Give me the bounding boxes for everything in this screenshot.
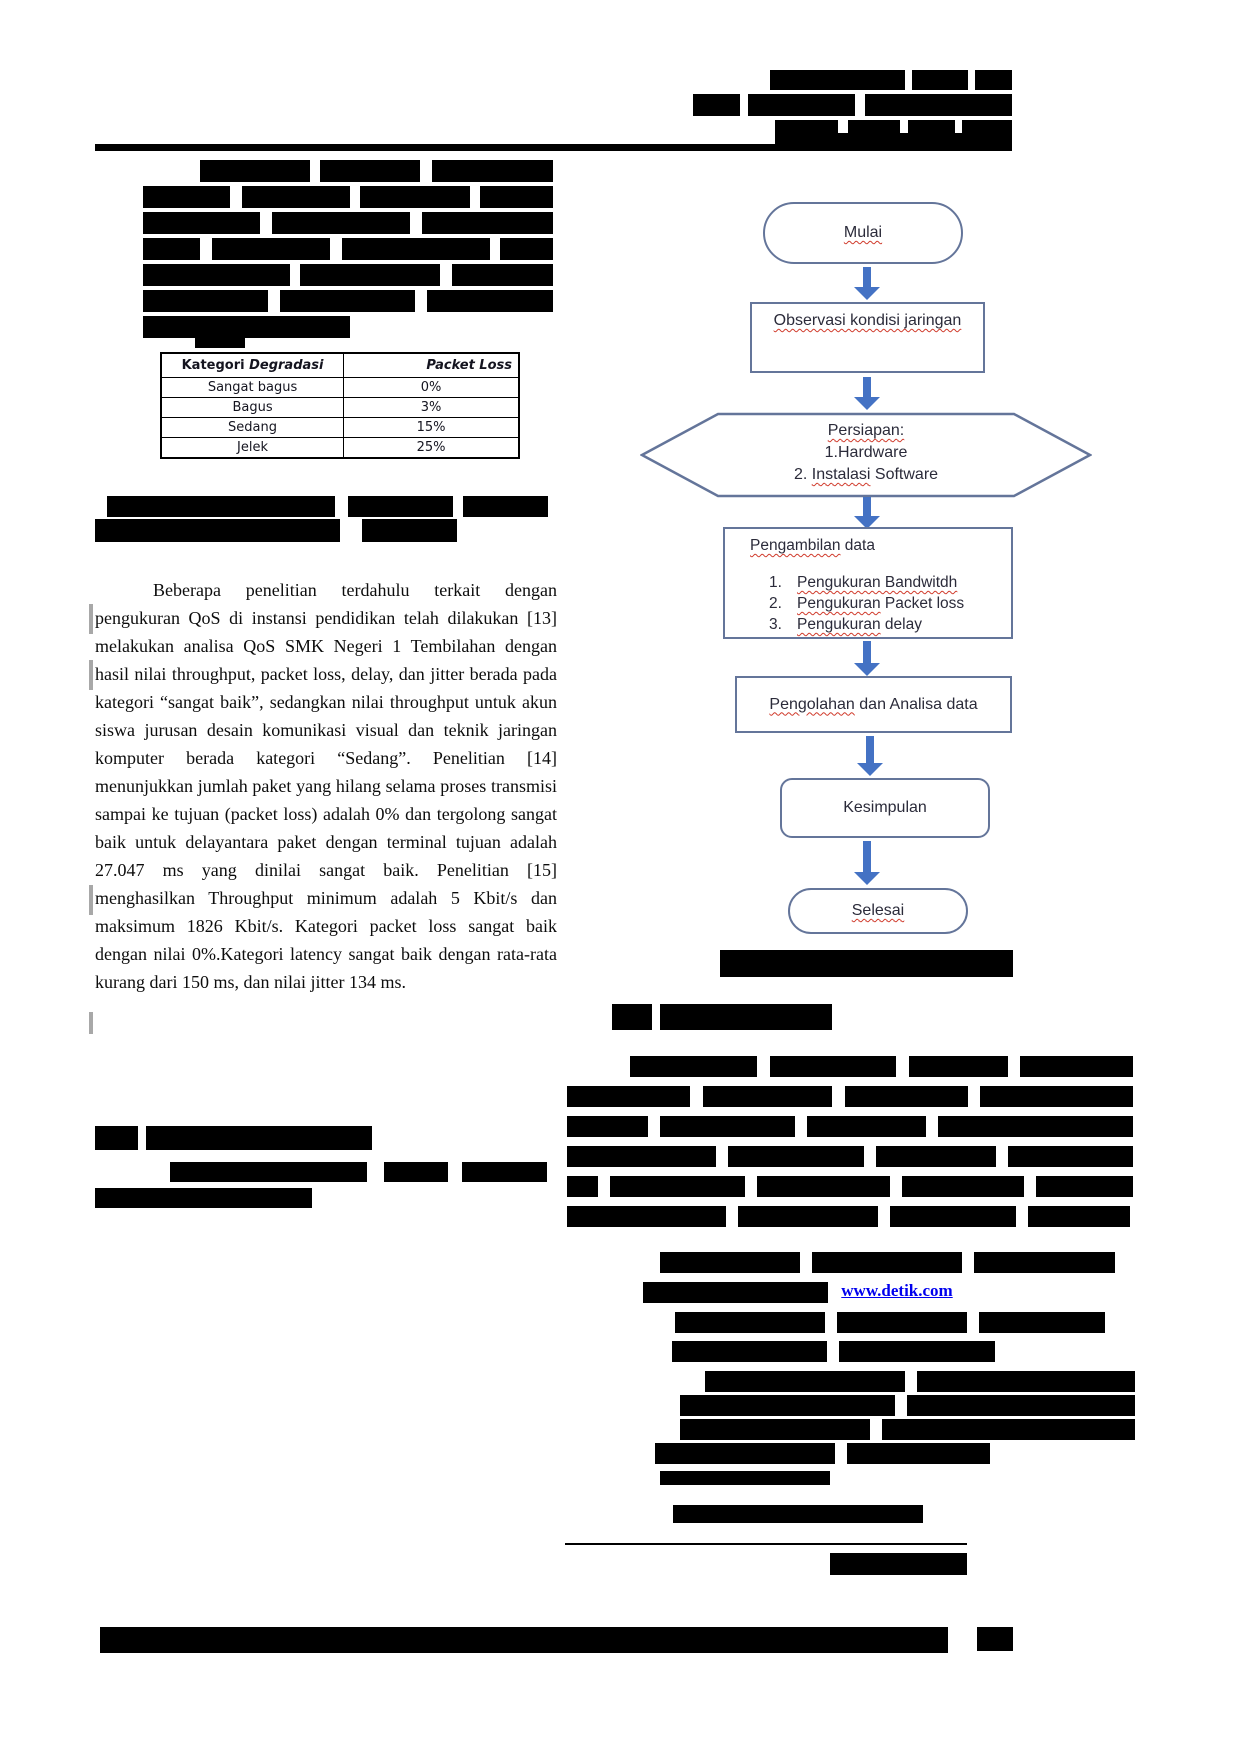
pengambilan-item-packet-loss: 2. Pengukuran Packet loss: [769, 595, 965, 612]
cell-packet-loss: 25%: [344, 438, 519, 459]
redacted-text: [320, 160, 420, 182]
kesimpulan-label: Kesimpulan: [843, 799, 927, 816]
redacted-text: [567, 1116, 648, 1137]
redacted-text: [143, 264, 290, 286]
flow-arrow-down-icon: [852, 267, 882, 300]
redacted-footer: [100, 1627, 948, 1653]
redacted-text: [300, 264, 440, 286]
redacted-text: [143, 186, 230, 208]
flowchart-node-end: [788, 888, 968, 934]
redacted-text: [680, 1395, 895, 1416]
redacted-text: [280, 290, 415, 312]
redacted-text: [845, 1086, 968, 1107]
redacted-text: [567, 1086, 690, 1107]
redacted-text: [143, 212, 260, 234]
margin-change-bar: [89, 604, 93, 634]
margin-change-bar: [89, 1012, 93, 1034]
redacted-text: [660, 1116, 795, 1137]
redacted-text: [675, 1312, 825, 1333]
cell-packet-loss: 0%: [344, 378, 519, 398]
redacted-text: [672, 1341, 827, 1362]
redacted-page-number: [977, 1627, 1013, 1651]
redacted-text: [272, 212, 410, 234]
flowchart-persiapan-label: [640, 420, 1092, 486]
redacted-text: [242, 186, 350, 208]
redacted-section-heading: [146, 1126, 372, 1150]
persiapan-item-software: 2. Instalasi Software: [793, 466, 939, 483]
pengambilan-item-delay: 3. Pengukuran delay: [769, 616, 922, 633]
table-header-row: [161, 353, 519, 378]
redacted-section-heading: [95, 1126, 138, 1150]
redacted-text: [703, 1086, 832, 1107]
redacted-text: [452, 264, 553, 286]
flow-arrow-down-icon: [852, 377, 882, 410]
redacted-text: [909, 1056, 1008, 1077]
redacted-text: [480, 186, 553, 208]
redacted-text: [1008, 1146, 1133, 1167]
flowchart-node-start: [763, 202, 963, 264]
margin-change-bar: [89, 660, 93, 690]
redacted-heading: [362, 519, 457, 542]
redacted-text: [847, 1443, 990, 1464]
persiapan-title: Persiapan:: [827, 422, 905, 439]
pengolahan-label: Pengolahan dan Analisa data: [769, 695, 978, 713]
flowchart-node-pengambilan: [723, 527, 1013, 639]
cell-packet-loss: 15%: [344, 418, 519, 438]
redacted-text: [567, 1146, 716, 1167]
redacted-text: [342, 238, 490, 260]
redacted-section-heading: [612, 1004, 652, 1030]
redacted-text: [979, 1312, 1105, 1333]
redacted-text: [427, 290, 553, 312]
redacted-text: [876, 1146, 996, 1167]
redacted-header-text: [912, 70, 968, 90]
redacted-text: [462, 1162, 547, 1182]
redacted-header-text: [693, 94, 740, 116]
redacted-text: [143, 316, 350, 338]
redacted-text: [170, 1162, 367, 1182]
redacted-text: [890, 1206, 1016, 1227]
degradation-table: [160, 352, 520, 459]
redacted-text: [610, 1176, 745, 1197]
redacted-text: [384, 1162, 448, 1182]
flowchart-node-pengolahan: [735, 676, 1012, 733]
cell-kategori: Sedang: [161, 418, 344, 438]
redacted-text: [837, 1312, 967, 1333]
flow-arrow-down-icon: [852, 641, 882, 676]
header-rule: [95, 144, 1012, 151]
redacted-text: [630, 1056, 757, 1077]
redacted-text: [567, 1206, 726, 1227]
redacted-text: [882, 1419, 1135, 1440]
redacted-text: [143, 238, 200, 260]
redacted-heading: [463, 496, 548, 517]
cell-kategori: Jelek: [161, 438, 344, 459]
margin-change-bar: [89, 885, 93, 915]
persiapan-item-hardware: 1.Hardware: [824, 444, 908, 461]
redacted-heading: [95, 519, 340, 542]
redacted-text: [907, 1395, 1135, 1416]
redacted-header-text: [748, 94, 855, 116]
detik-hyperlink[interactable]: www.detik.com: [841, 1281, 953, 1300]
redacted-table-header: [830, 1553, 967, 1575]
redacted-text: [200, 160, 310, 182]
redacted-text: [902, 1176, 1024, 1197]
redacted-text: [422, 212, 553, 234]
redacted-figure-caption: [720, 950, 1013, 977]
redacted-text: [917, 1371, 1135, 1392]
redacted-text: [360, 186, 470, 208]
table-top-rule: [565, 1543, 967, 1545]
flowchart-observasi-label: Observasi kondisi jaringan: [773, 312, 962, 329]
redacted-heading: [348, 496, 453, 517]
redacted-section-heading: [660, 1004, 832, 1030]
table-row: [161, 418, 519, 438]
redacted-citation: [195, 334, 245, 348]
table-row: [161, 398, 519, 418]
redacted-header-text: [975, 70, 1012, 90]
redacted-text: [660, 1252, 800, 1273]
flow-arrow-down-icon: [852, 497, 882, 529]
redacted-text: [567, 1176, 598, 1197]
selesai-label: Selesai: [851, 902, 905, 919]
redacted-text: [500, 238, 553, 260]
redacted-text: [770, 1056, 896, 1077]
redacted-text: [974, 1252, 1115, 1273]
flowchart-start-label: Mulai: [843, 224, 883, 241]
table-header-kategori: Kategori Degradasi: [161, 353, 344, 378]
cell-packet-loss: 3%: [344, 398, 519, 418]
redacted-text: [432, 160, 553, 182]
redacted-text: [1036, 1176, 1133, 1197]
related-work-paragraph: Beberapa penelitian terdahulu terkait dengan pengukuran QoS di instansi pendidikan telah dilakukan [13] melakukan analisa QoS SMK Negeri 1 Tembilahan dengan hasil nilai throughput, packet loss, delay, dan jitter berada pada kategori “sangat baik”, sedangkan nilai throughput untuk akun siswa jurusan desain komunikasi visual dan teknik jaringan komputer berada kategori “Sedang”. Penelitian [14] menunjukkan jumlah paket yang hilang selama proses transmisi sampai ke tujuan (packet loss) adalah 0% dan tergolong sangat baik untuk delayantara paket dengan terminal tujuan adalah 27.047 ms yang dinilai sangat baik. Penelitian [15] menghasilkan Throughput minimum adalah 5 Kbit/s dan maksimum 1826 Kbit/s. Kategori packet loss sangat baik dengan nilai 0%.Kategori latency sangat baik dengan rata-rata kurang dari 150 ms, dan nilai jitter 134 ms.: [95, 580, 557, 992]
table-row: [161, 378, 519, 398]
pengambilan-item-bandwidth: 1. Pengukuran Bandwitdh: [769, 574, 958, 591]
redacted-header-text: [865, 94, 1012, 116]
table-row: [161, 438, 519, 459]
flowchart-node-kesimpulan: [780, 778, 990, 838]
flowchart-node-observasi: [750, 302, 985, 373]
redacted-text: [660, 1471, 830, 1485]
redacted-text: [655, 1443, 835, 1464]
flow-arrow-down-icon: [855, 736, 885, 776]
redacted-text: [680, 1419, 870, 1440]
redacted-table-caption: [673, 1505, 923, 1523]
cell-kategori: Bagus: [161, 398, 344, 418]
cell-kategori: Sangat bagus: [161, 378, 344, 398]
redacted-text: [643, 1282, 828, 1303]
redacted-text: [738, 1206, 878, 1227]
table-header-packet-loss: Packet Loss: [344, 353, 519, 378]
pengambilan-title: Pengambilan data: [750, 537, 875, 554]
redacted-text: [95, 1188, 312, 1208]
redacted-text: [1020, 1056, 1133, 1077]
redacted-text: [938, 1116, 1133, 1137]
flow-arrow-down-icon: [852, 841, 882, 885]
redacted-text: [757, 1176, 890, 1197]
redacted-text: [980, 1086, 1133, 1107]
redacted-text: [705, 1371, 905, 1392]
redacted-text: [839, 1341, 995, 1362]
redacted-heading: [107, 496, 335, 517]
redacted-text: [728, 1146, 864, 1167]
redacted-text: [212, 238, 330, 260]
redacted-text: [812, 1252, 962, 1273]
redacted-text: [1028, 1206, 1130, 1227]
redacted-text: [143, 290, 268, 312]
redacted-header-text: [770, 70, 905, 90]
redacted-text: [807, 1116, 926, 1137]
